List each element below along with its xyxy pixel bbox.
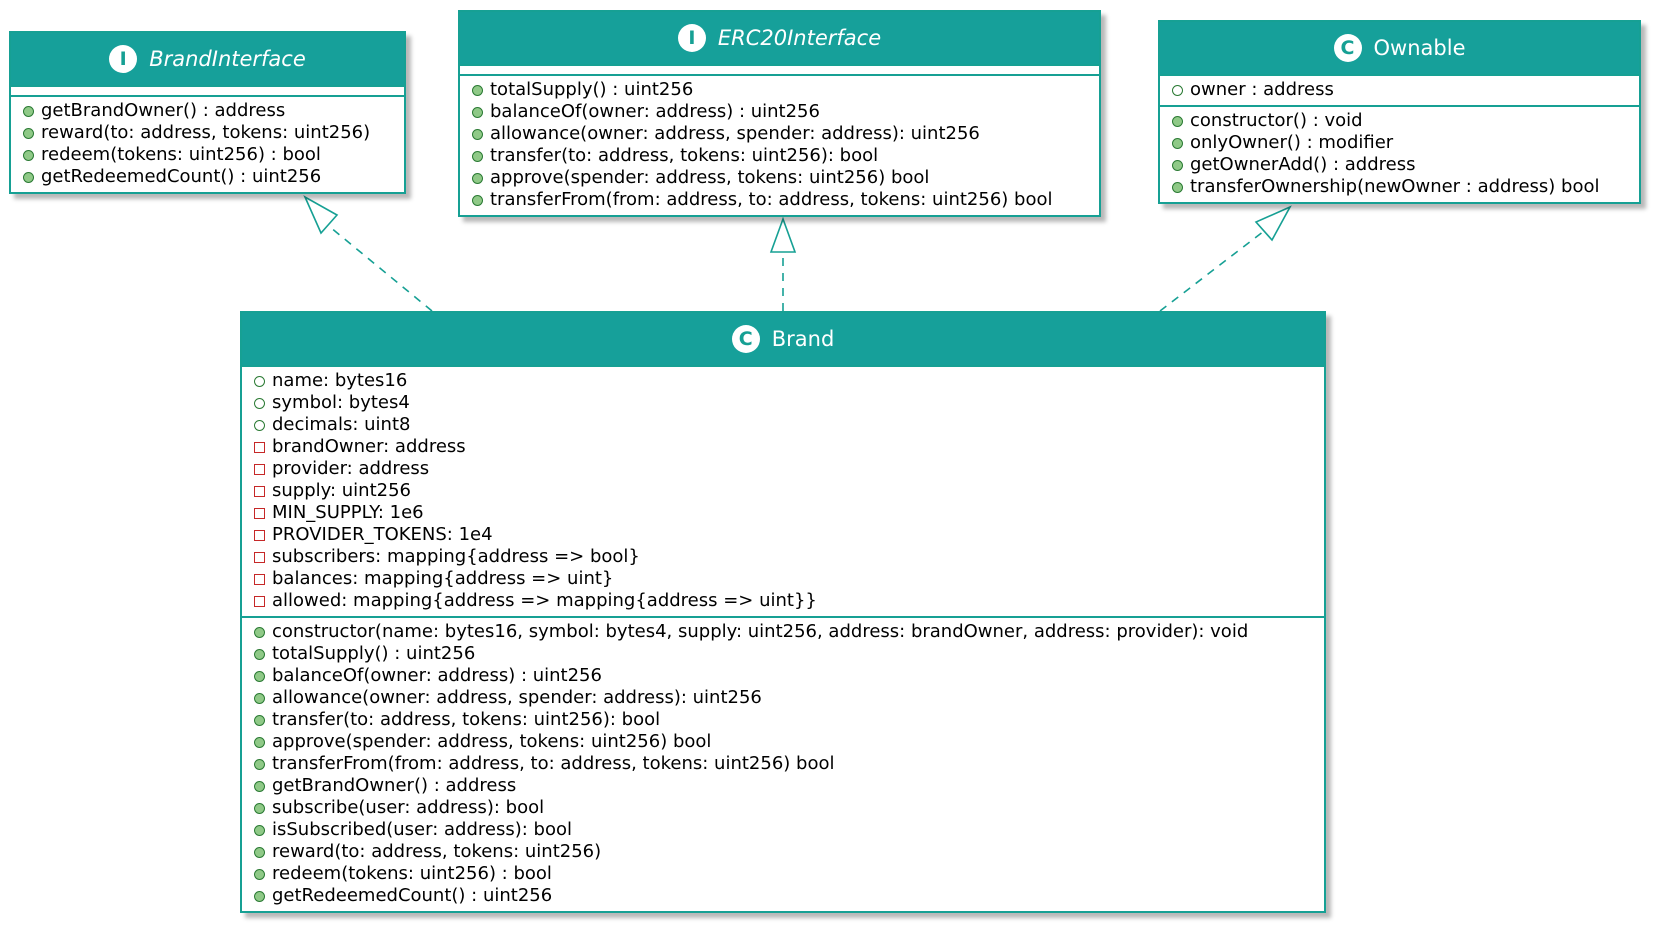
method-row [23, 122, 404, 144]
field-row [254, 524, 1324, 546]
relation-brand-to-ownable [1160, 231, 1264, 311]
method-label: totalSupply() : uint256 [272, 643, 476, 664]
class-ownable[interactable] [1158, 20, 1641, 204]
method-label: totalSupply() : uint256 [490, 79, 694, 100]
method-label: balanceOf(owner: address) : uint256 [272, 665, 602, 686]
private-field-icon [254, 574, 265, 585]
field-label: brandOwner: address [272, 436, 466, 457]
public-method-icon [23, 150, 34, 161]
methods-section [242, 616, 1324, 911]
class-stereotype-icon: C [732, 325, 760, 353]
class-name: Brand [771, 327, 835, 351]
method-label: approve(spender: address, tokens: uint256) bool [490, 167, 930, 188]
public-field-icon [254, 398, 265, 409]
public-method-icon [254, 627, 265, 638]
field-label: symbol: bytes4 [272, 392, 410, 413]
public-method-icon [254, 869, 265, 880]
method-label: transfer(to: address, tokens: uint256): bool [490, 145, 879, 166]
method-row [254, 775, 1324, 797]
public-method-icon [472, 85, 483, 96]
method-row [254, 863, 1324, 885]
class-header [242, 313, 1324, 365]
methods-section [460, 74, 1099, 215]
field-label: balances: mapping{address => uint} [272, 568, 614, 589]
fields-section [460, 64, 1099, 74]
public-method-icon [1172, 138, 1183, 149]
public-method-icon [254, 825, 265, 836]
class-brand[interactable] [240, 311, 1326, 913]
method-label: subscribe(user: address): bool [272, 797, 545, 818]
class-name: ERC20Interface [717, 26, 882, 50]
public-method-icon [254, 759, 265, 770]
class-header [11, 33, 404, 85]
realization-arrowhead-erc20interface [771, 219, 795, 252]
class-header [1160, 22, 1639, 74]
fields-section [11, 85, 404, 95]
method-row [254, 841, 1324, 863]
method-row [1172, 132, 1639, 154]
methods-section [11, 95, 404, 192]
field-row [254, 502, 1324, 524]
method-label: reward(to: address, tokens: uint256) [272, 841, 602, 862]
public-method-icon [254, 715, 265, 726]
public-method-icon [23, 172, 34, 183]
method-row [254, 753, 1324, 775]
public-method-icon [472, 195, 483, 206]
method-row [1172, 110, 1639, 132]
method-label: transferFrom(from: address, to: address, tokens: uint256) bool [272, 753, 835, 774]
method-label: getRedeemedCount() : uint256 [272, 885, 553, 906]
method-row [472, 101, 1099, 123]
private-field-icon [254, 552, 265, 563]
public-method-icon [472, 129, 483, 140]
method-row [23, 166, 404, 188]
method-row [23, 100, 404, 122]
method-row [254, 665, 1324, 687]
method-label: getOwnerAdd() : address [1190, 154, 1416, 175]
method-label: allowance(owner: address, spender: address): uint256 [490, 123, 980, 144]
method-label: redeem(tokens: uint256) : bool [41, 144, 321, 165]
field-row [254, 436, 1324, 458]
private-field-icon [254, 464, 265, 475]
class-erc20interface[interactable] [458, 10, 1101, 217]
method-row [254, 885, 1324, 907]
method-row [472, 189, 1099, 211]
method-label: transferFrom(from: address, to: address, tokens: uint256) bool [490, 189, 1053, 210]
method-label: transfer(to: address, tokens: uint256): bool [272, 709, 661, 730]
class-name: Ownable [1373, 36, 1466, 60]
public-method-icon [1172, 182, 1183, 193]
field-row [254, 480, 1324, 502]
private-field-icon [254, 486, 265, 497]
method-row [1172, 176, 1639, 198]
method-row [472, 167, 1099, 189]
method-row [472, 123, 1099, 145]
public-method-icon [23, 128, 34, 139]
private-field-icon [254, 508, 265, 519]
field-label: provider: address [272, 458, 430, 479]
method-label: onlyOwner() : modifier [1190, 132, 1394, 153]
field-label: name: bytes16 [272, 370, 408, 391]
private-field-icon [254, 442, 265, 453]
fields-section [242, 365, 1324, 616]
public-method-icon [254, 649, 265, 660]
method-row [254, 797, 1324, 819]
private-field-icon [254, 596, 265, 607]
method-label: redeem(tokens: uint256) : bool [272, 863, 552, 884]
field-label: MIN_SUPPLY: 1e6 [272, 502, 424, 523]
realization-arrowhead-ownable [1256, 207, 1290, 240]
field-row [254, 414, 1324, 436]
method-row [254, 709, 1324, 731]
method-row [23, 144, 404, 166]
field-row [254, 370, 1324, 392]
method-label: approve(spender: address, tokens: uint256) bool [272, 731, 712, 752]
method-label: allowance(owner: address, spender: address): uint256 [272, 687, 762, 708]
method-row [254, 819, 1324, 841]
public-method-icon [23, 106, 34, 117]
public-method-icon [1172, 116, 1183, 127]
method-row [1172, 154, 1639, 176]
field-label: supply: uint256 [272, 480, 411, 501]
class-brandinterface[interactable] [9, 31, 406, 194]
public-method-icon [472, 151, 483, 162]
method-label: constructor() : void [1190, 110, 1363, 131]
field-row [1172, 79, 1639, 101]
method-label: reward(to: address, tokens: uint256) [41, 122, 371, 143]
public-method-icon [1172, 160, 1183, 171]
private-field-icon [254, 530, 265, 541]
field-row [254, 546, 1324, 568]
public-method-icon [254, 847, 265, 858]
method-row [472, 145, 1099, 167]
field-label: PROVIDER_TOKENS: 1e4 [272, 524, 493, 545]
method-row [254, 687, 1324, 709]
method-label: getRedeemedCount() : uint256 [41, 166, 322, 187]
class-stereotype-icon: C [1334, 34, 1362, 62]
methods-section [1160, 105, 1639, 202]
public-method-icon [254, 671, 265, 682]
interface-stereotype-icon: I [109, 45, 137, 73]
field-row [254, 590, 1324, 612]
class-name: BrandInterface [149, 47, 306, 71]
public-method-icon [254, 693, 265, 704]
method-label: getBrandOwner() : address [41, 100, 286, 121]
method-label: isSubscribed(user: address): bool [272, 819, 572, 840]
field-row [254, 458, 1324, 480]
public-method-icon [254, 891, 265, 902]
field-label: owner : address [1190, 79, 1334, 100]
field-label: allowed: mapping{address => mapping{address => uint}} [272, 590, 817, 611]
field-label: subscribers: mapping{address => bool} [272, 546, 640, 567]
realization-arrowhead-brandinterface [305, 197, 337, 233]
method-row [254, 621, 1324, 643]
field-label: decimals: uint8 [272, 414, 411, 435]
fields-section [1160, 74, 1639, 105]
public-field-icon [254, 420, 265, 431]
public-method-icon [254, 803, 265, 814]
method-label: balanceOf(owner: address) : uint256 [490, 101, 820, 122]
method-row [254, 643, 1324, 665]
relation-brand-to-brandinterface [330, 227, 432, 311]
class-header [460, 12, 1099, 64]
method-label: transferOwnership(newOwner : address) bool [1190, 176, 1600, 197]
method-row [472, 79, 1099, 101]
public-field-icon [254, 376, 265, 387]
public-method-icon [472, 173, 483, 184]
public-method-icon [254, 781, 265, 792]
public-field-icon [1172, 85, 1183, 96]
method-label: getBrandOwner() : address [272, 775, 517, 796]
field-row [254, 568, 1324, 590]
public-method-icon [472, 107, 483, 118]
field-row [254, 392, 1324, 414]
method-row [254, 731, 1324, 753]
method-label: constructor(name: bytes16, symbol: bytes4, supply: uint256, address: brandOwner, address: provider): void [272, 621, 1249, 642]
interface-stereotype-icon: I [678, 24, 706, 52]
public-method-icon [254, 737, 265, 748]
